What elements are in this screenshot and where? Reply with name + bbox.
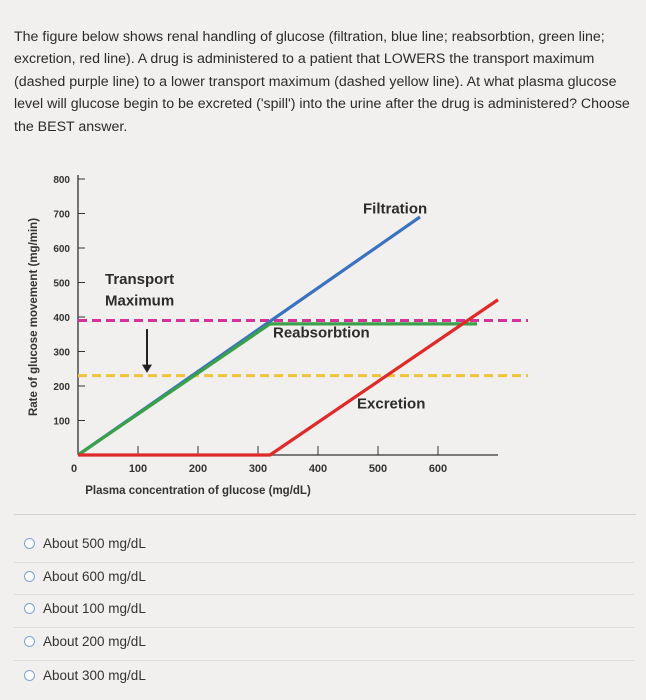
- y-tick-label: 300: [53, 347, 70, 359]
- option-separator: [14, 562, 634, 563]
- filtration-label: Filtration: [363, 200, 428, 218]
- y-axis-title: Rate of glucose movement (mg/min): [28, 217, 40, 417]
- x-tick-label: 600: [428, 463, 448, 475]
- answer-option-300[interactable]: [24, 664, 146, 686]
- x-tick-label: 400: [308, 463, 328, 475]
- reabsorption-label: Reabsorbtion: [273, 324, 370, 342]
- y-tick-label: 100: [53, 416, 70, 428]
- y-tick-label: 200: [53, 382, 70, 393]
- arrow-down-icon: [142, 365, 152, 373]
- radio-icon[interactable]: [24, 603, 35, 614]
- y-tick-label: 800: [53, 175, 70, 186]
- y-tick-label: 400: [53, 313, 70, 324]
- answer-label: About 500 mg/dL: [43, 535, 146, 551]
- x-tick-label: 300: [248, 463, 268, 475]
- glucose-handling-chart: [0, 150, 646, 510]
- answer-option-200[interactable]: [24, 630, 146, 652]
- transport-max-label-line1: Transport: [105, 271, 175, 289]
- y-tick-label: 600: [53, 244, 70, 255]
- option-separator: [14, 627, 634, 628]
- answer-label: About 600 mg/dL: [43, 568, 146, 584]
- option-separator: [14, 660, 634, 661]
- radio-icon[interactable]: [24, 670, 35, 681]
- radio-icon[interactable]: [24, 636, 35, 647]
- x-tick-label: 200: [188, 463, 208, 475]
- option-separator: [14, 594, 634, 595]
- question-text: The figure below shows renal handling of glucose (filtration, blue line; reabsorbtion, green line; excretion, red line). A drug is administered to a patient that LOWERS the transport maximum (dashed purple line) to a lower transport maximum (dashed yellow line). At what plasma glucose level will glucose begin to be excreted ('spill') into the urine after the drug is administered? Choose the BEST answer.: [14, 29, 630, 135]
- answer-option-600[interactable]: [24, 565, 146, 587]
- reabsorption-line: [78, 324, 477, 455]
- transport-max-label-line2: Maximum: [105, 292, 175, 310]
- origin-label: 0: [70, 463, 78, 475]
- chart-svg: [0, 150, 646, 510]
- x-tick-label: 500: [368, 463, 388, 475]
- x-tick-label: 100: [128, 463, 148, 475]
- answer-option-500[interactable]: [24, 532, 146, 554]
- y-tick-label: 700: [53, 209, 70, 221]
- chart-divider: [14, 514, 636, 515]
- answer-label: About 100 mg/dL: [43, 600, 146, 616]
- answer-option-100[interactable]: [24, 597, 146, 619]
- radio-icon[interactable]: [24, 571, 35, 582]
- x-axis-title: Plasma concentration of glucose (mg/dL): [85, 485, 311, 497]
- radio-icon[interactable]: [24, 538, 35, 549]
- answer-label: About 200 mg/dL: [43, 633, 146, 649]
- answer-label: About 300 mg/dL: [43, 667, 146, 683]
- excretion-label: Excretion: [357, 395, 426, 413]
- y-tick-label: 500: [53, 278, 70, 290]
